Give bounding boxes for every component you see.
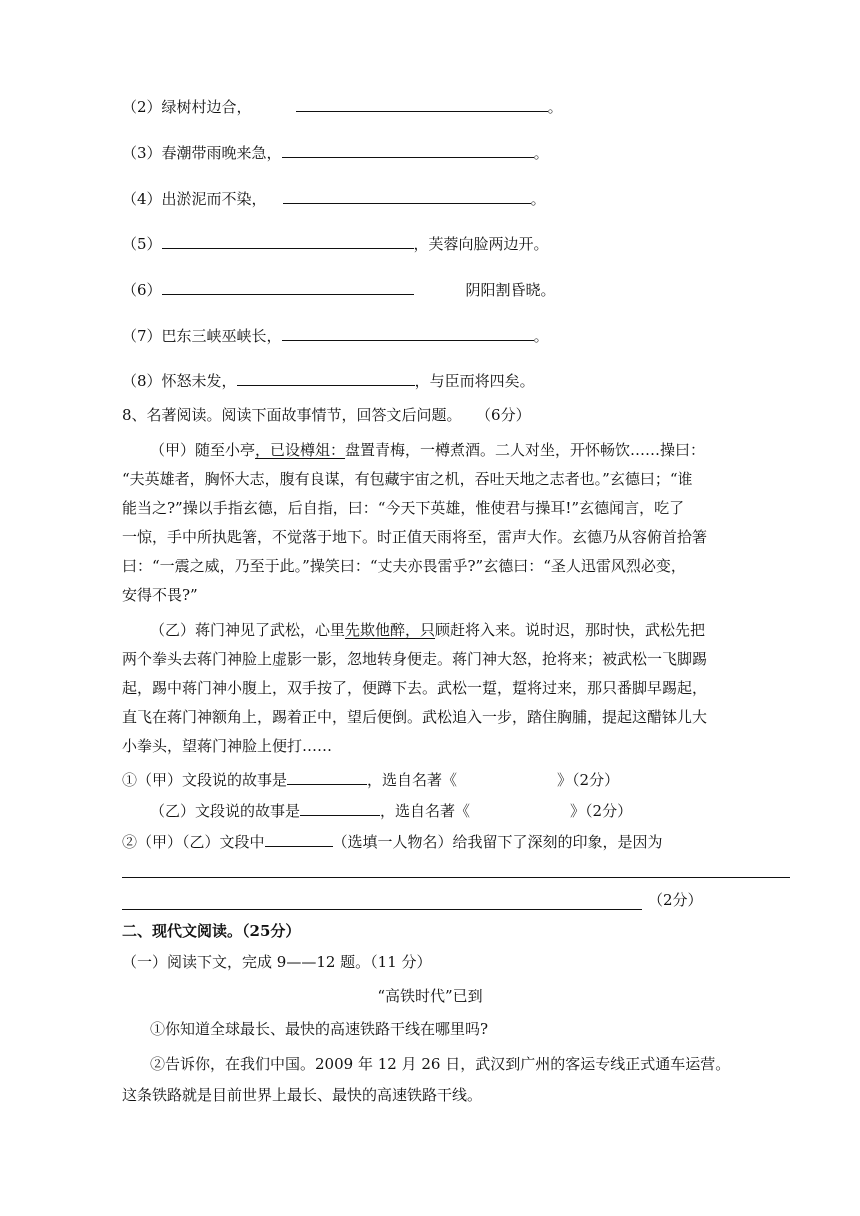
- article-paragraph: ②告诉你，在我们中国。2009 年 12 月 26 日，武汉到广州的客运专线正式通车运营。: [150, 1055, 731, 1073]
- poem-line-4: [122, 187, 546, 210]
- answer-blank[interactable]: [282, 324, 534, 341]
- poem-text: 巴东三峡巫峡长，: [161, 327, 282, 345]
- score-label: （2分）: [648, 891, 703, 909]
- section-title: 二、现代文阅读。（25分）: [122, 922, 301, 940]
- passage-line: “夫英雄者，胸怀大志，腹有良谋，有包藏宇宙之机，吞吐天地之志者也。”玄德曰；“谁: [122, 470, 693, 488]
- item-number: （5）: [122, 235, 162, 253]
- item-number: （8）: [122, 372, 162, 390]
- passage-yi: [122, 616, 707, 761]
- passage-line: 曰：“一震之威，乃至于此。”操笑曰：“丈夫亦畏雷乎?”玄德曰：“圣人迅雷风烈必变，: [122, 557, 686, 575]
- question-8-title: [122, 404, 531, 426]
- passage-line: 起，踢中蒋门神小腹上，双手按了，便蹲下去。武松一踅，踅将过来，那只番脚早踢起，: [122, 679, 708, 697]
- book-title-blank[interactable]: [457, 769, 557, 785]
- question-text: 8、名著阅读。阅读下面故事情节，回答文后问题。: [122, 406, 462, 424]
- poem-text: ，与臣而将四矣。: [414, 372, 535, 390]
- answer-line[interactable]: [122, 909, 642, 910]
- answer-blank[interactable]: [300, 799, 380, 816]
- article-title: “高铁时代”已到: [377, 987, 483, 1005]
- poem-line-7: [122, 324, 549, 347]
- item-number: （7）: [122, 327, 162, 345]
- poem-text: 春潮带雨晚来急，: [161, 144, 282, 162]
- article-paragraph: 这条铁路就是目前世界上最长、最快的高速铁路干线。: [122, 1086, 483, 1104]
- sub-question-1b: [150, 799, 632, 822]
- passage-jia: [122, 436, 707, 610]
- passage-text: （乙）蒋门神见了武松，心里: [150, 621, 346, 639]
- answer-blank[interactable]: [283, 187, 531, 204]
- passage-line: 两个拳头去蒋门神脸上虚影一影，忽地转身便走。蒋门神大怒，抢将来；被武松一飞脚踢: [122, 650, 708, 668]
- poem-text: 。: [530, 190, 546, 208]
- answer-blank[interactable]: [296, 95, 548, 112]
- passage-line: 直飞在蒋门神额角上，踢着正中，望后便倒。武松追入一步，踏住胸脯，提起这醋钵儿大: [122, 708, 708, 726]
- underlined-text: ，已设樽俎：: [255, 441, 346, 459]
- passage-text: 顾赶将入来。说时迟，那时快，武松先把: [435, 621, 706, 639]
- question-text: ，选自名著《: [380, 802, 471, 820]
- poem-text: 。: [533, 144, 549, 162]
- question-text: ②（甲）（乙）文段中: [122, 833, 265, 851]
- poem-line-5: [122, 232, 549, 255]
- question-text: 》（2分）: [557, 771, 620, 789]
- poem-text: ，芙蓉向脸两边开。: [413, 235, 549, 253]
- answer-blank[interactable]: [162, 278, 414, 295]
- sub-section-title: （一）阅读下文，完成 9——12 题。（11 分）: [122, 953, 432, 971]
- passage-line: 一惊，手中所执匙箸，不觉落于地下。时正值天雨将至，雷声大作。玄德乃从容俯首拾箸: [122, 528, 708, 546]
- answer-blank[interactable]: [265, 830, 333, 847]
- poem-text: 出淤泥而不染，: [161, 190, 267, 208]
- question-text: ，选自名著《: [367, 771, 458, 789]
- sub-question-1a: [122, 768, 619, 791]
- article-paragraph: ①你知道全球最长、最快的高速铁路干线在哪里吗?: [150, 1020, 489, 1038]
- question-text: （选填一人物名）给我留下了深刻的印象，是因为: [332, 833, 663, 851]
- poem-line-2: [122, 95, 563, 118]
- answer-line[interactable]: [122, 877, 790, 878]
- answer-blank[interactable]: [162, 232, 414, 249]
- passage-line: 能当之?”操以手指玄德，后自指，曰：“今天下英雄，惟使君与操耳!”玄德闻言，吃了: [122, 499, 685, 517]
- poem-text: 绿树村边合，: [161, 98, 252, 116]
- item-number: （6）: [122, 281, 162, 299]
- passage-line: [122, 436, 707, 465]
- sub-question-2: [122, 830, 663, 853]
- item-number: （2）: [122, 98, 162, 116]
- poem-text: 怀怒未发，: [161, 372, 237, 390]
- passage-line: 小拳头，望蒋门神脸上便打……: [122, 737, 333, 755]
- answer-blank[interactable]: [287, 768, 367, 785]
- score-label: （6分）: [483, 406, 531, 424]
- book-title-blank[interactable]: [470, 800, 570, 816]
- poem-text: 阴阳割昏晓。: [465, 281, 556, 299]
- answer-blank[interactable]: [282, 141, 534, 158]
- question-text: ①（甲）文段说的故事是: [122, 771, 288, 789]
- poem-line-3: [122, 141, 549, 164]
- item-number: （3）: [122, 144, 162, 162]
- poem-text: 。: [533, 327, 549, 345]
- question-text: 》（2分）: [570, 802, 633, 820]
- passage-line: [122, 616, 707, 645]
- passage-text: 盘置青梅，一樽煮酒。二人对坐，开怀畅饮……操曰：: [345, 441, 706, 459]
- item-number: （4）: [122, 190, 162, 208]
- passage-line: 安得不畏?”: [122, 586, 198, 604]
- passage-text: （甲）随至小亭: [150, 441, 256, 459]
- poem-line-8: [122, 369, 535, 392]
- underlined-text: 先欺他醉，只: [345, 621, 436, 639]
- answer-blank[interactable]: [237, 369, 415, 386]
- poem-line-6: [122, 278, 556, 301]
- question-text: （乙）文段说的故事是: [150, 802, 301, 820]
- poem-text: 。: [547, 98, 563, 116]
